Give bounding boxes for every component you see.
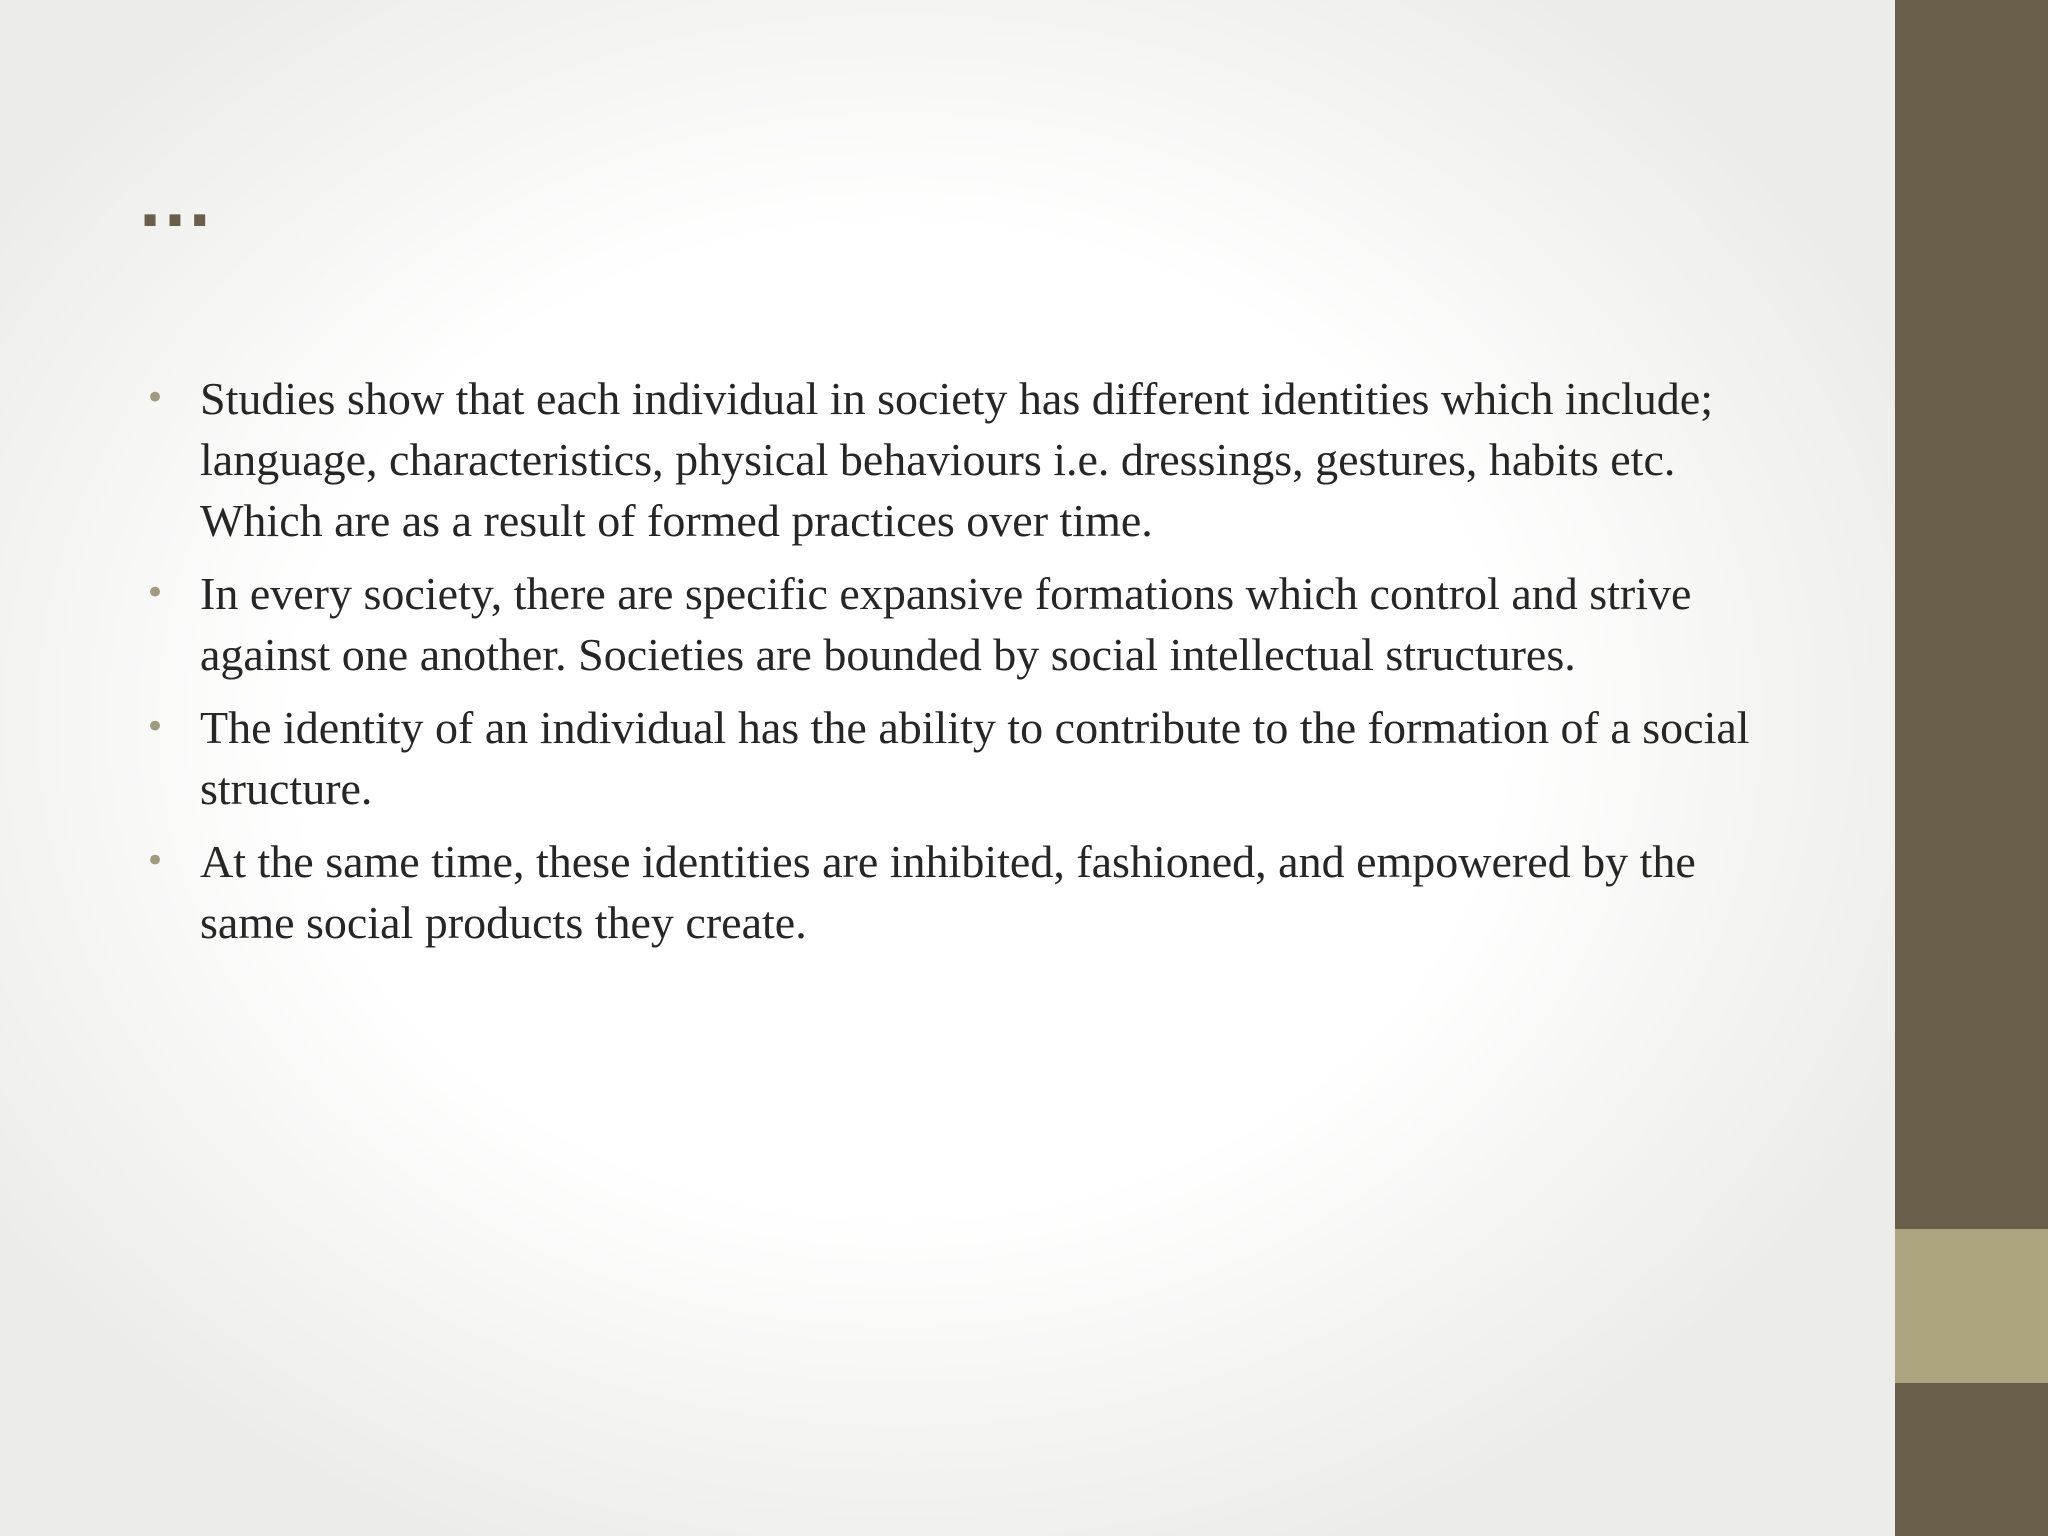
bullet-item	[145, 697, 1785, 819]
bullet-dot-icon: •	[145, 378, 166, 418]
bullet-item	[145, 563, 1785, 685]
side-accent-block	[1895, 1229, 2048, 1383]
bullet-list	[145, 368, 1785, 965]
bullet-item	[145, 368, 1785, 551]
bullet-item	[145, 831, 1785, 953]
bullet-text: In every society, there are specific expansive formations which control and strive against one another. Societies are bounded by social intellectual structures.	[200, 568, 1692, 680]
bullet-text: Studies show that each individual in society has different identities which include; language, characteristics, physical behaviours i.e. dressings, gestures, habits etc. Which are as a result of formed practices over time.	[200, 373, 1713, 546]
bullet-dot-icon: •	[145, 707, 166, 747]
slide-title: …	[136, 155, 220, 243]
bullet-text: At the same time, these identities are inhibited, fashioned, and empowered by the same social products they create.	[200, 836, 1696, 948]
bullet-dot-icon: •	[145, 573, 166, 613]
bullet-dot-icon: •	[145, 841, 166, 881]
bullet-text: The identity of an individual has the ability to contribute to the formation of a social structure.	[200, 702, 1750, 814]
